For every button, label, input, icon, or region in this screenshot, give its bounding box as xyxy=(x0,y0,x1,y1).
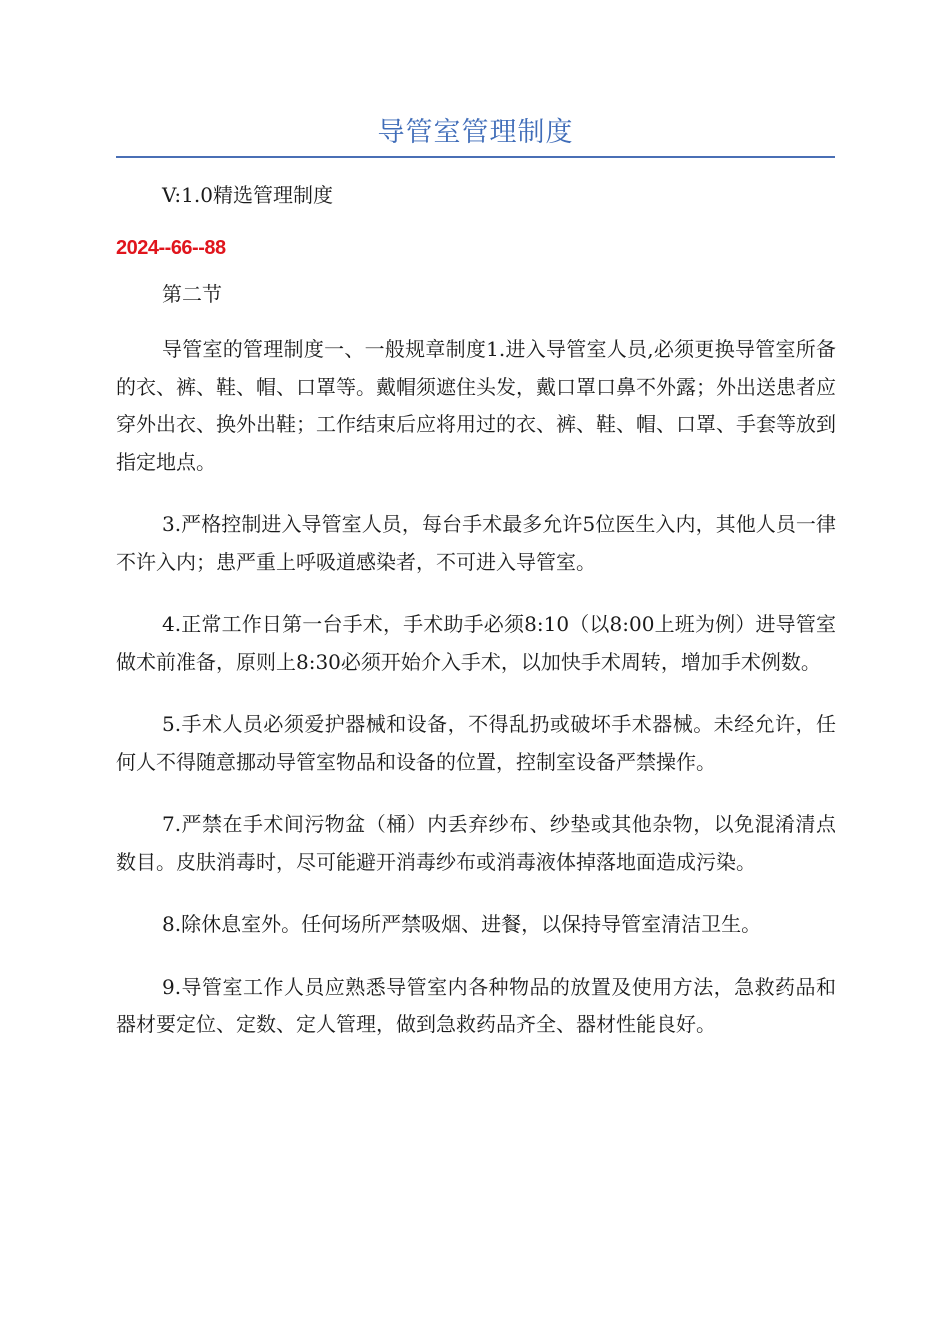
title-block xyxy=(116,112,835,158)
paragraph-7: 7.严禁在手术间污物盆（桶）内丢弃纱布、纱垫或其他杂物，以免混淆清点数目。皮肤消毒时，尽可能避开消毒纱布或消毒液体掉落地面造成污染。 xyxy=(116,812,836,874)
document-body xyxy=(116,331,836,1069)
date-line: 2024--66--88 xyxy=(116,237,226,259)
paragraph-9: 9.导管室工作人员应熟悉导管室内各种物品的放置及使用方法，急救药品和器材要定位、定数、定人管理，做到急救药品齐全、器材性能良好。 xyxy=(116,974,836,1036)
paragraph-8: 8.除休息室外。任何场所严禁吸烟、进餐，以保持导管室清洁卫生。 xyxy=(162,912,762,936)
paragraph-1: 导管室的管理制度一、一般规章制度1.进入导管室人员,必须更换导管室所备的衣、裤、鞋、帽、口罩等。戴帽须遮住头发，戴口罩口鼻不外露；外出送患者应穿外出衣、换外出鞋；工作结束后应将用过的衣、裤、鞋、帽、口罩、手套等放到指定地点。 xyxy=(116,337,836,474)
paragraph-5: 5.手术人员必须爱护器械和设备，不得乱扔或破坏手术器械。未经允许，任何人不得随意挪动导管室物品和设备的位置，控制室设备严禁操作。 xyxy=(116,712,836,774)
version-line: V:1.0精选管理制度 xyxy=(162,183,333,207)
paragraph-4: 4.正常工作日第一台手术，手术助手必须8:10（以8:00上班为例）进导管室做术前准备，原则上8:30必须开始介入手术，以加快手术周转，增加手术例数。 xyxy=(116,612,836,674)
paragraph-3: 3.严格控制进入导管室人员，每台手术最多允许5位医生入内，其他人员一律不许入内；患严重上呼吸道感染者，不可进入导管室。 xyxy=(116,512,836,574)
document-title: 导管室管理制度 xyxy=(377,117,574,148)
section-heading: 第二节 xyxy=(162,282,222,306)
